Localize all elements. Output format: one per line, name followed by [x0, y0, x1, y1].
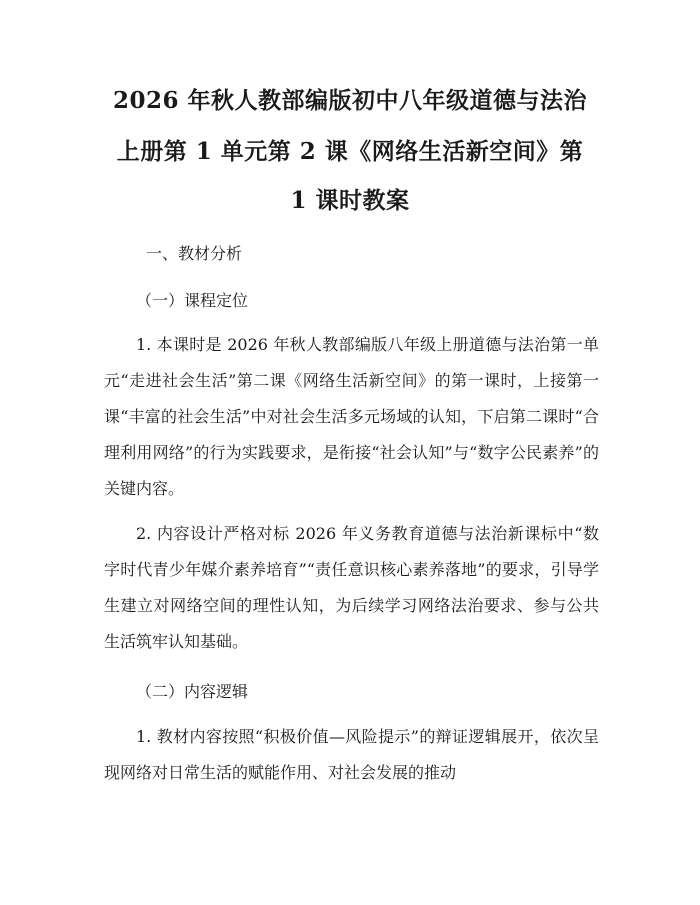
paragraph-content-logic-1: 1. 教材内容按照“积极价值—风险提示”的辩证逻辑展开，依次呈现网络对日常生活的赋能作用、对社会发展的推动	[104, 727, 599, 782]
subsection-heading-course-positioning: （一）课程定位	[136, 291, 249, 310]
document-title-line-3: 1 课时教案	[290, 187, 410, 214]
document-title-line-2: 上册第 1 单元第 2 课《网络生活新空间》第	[116, 138, 584, 165]
subsection-heading-content-logic: （二）内容逻辑	[136, 682, 249, 701]
paragraph-course-positioning-1: 1. 本课时是 2026 年秋人教部编版八年级上册道德与法治第一单元“走进社会生活”第二课《网络生活新空间》的第一课时，上接第一课“丰富的社会生活”中对社会生活多元场域的认知，下启第二课时“合理利用网络”的行为实践要求，是衔接“社会认知”与“数字公民素养”的关键内容。	[104, 335, 599, 498]
paragraph-course-positioning-2: 2. 内容设计严格对标 2026 年义务教育道德与法治新课标中“数字时代青少年媒介素养培育”“责任意识核心素养落地”的要求，引导学生建立对网络空间的理性认知，为后续学习网络法治要求、参与公共生活筑牢认知基础。	[104, 524, 599, 651]
section-heading-textbook-analysis: 一、教材分析	[146, 244, 243, 263]
document-title-line-1: 2026 年秋人教部编版初中八年级道德与法治	[112, 87, 588, 114]
